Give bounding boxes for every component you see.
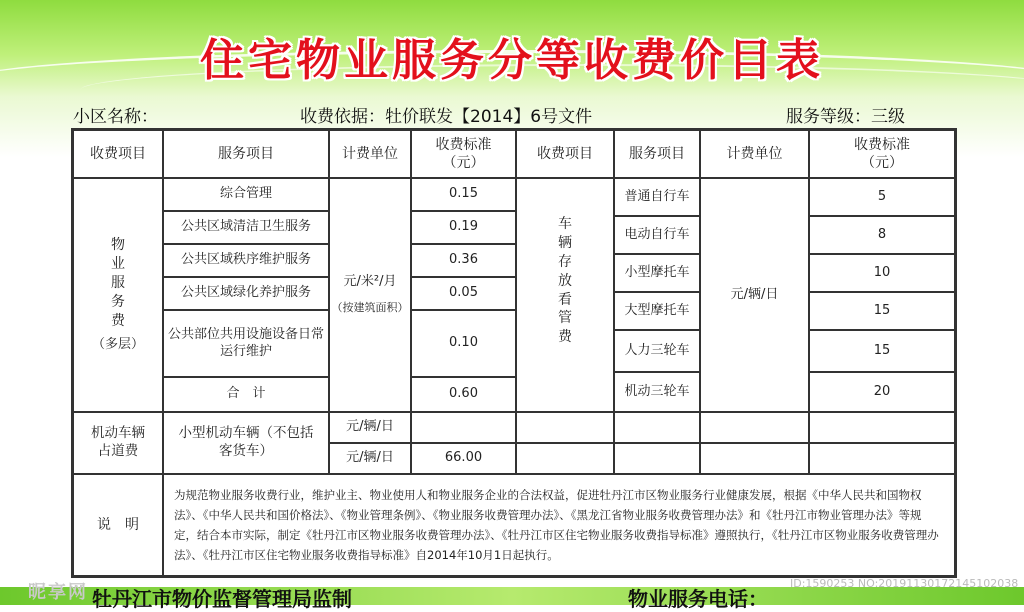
price-cell: 0.15 xyxy=(411,178,516,211)
empty-cell xyxy=(614,443,700,474)
parking-service-row: 人力三轮车 xyxy=(614,330,700,372)
total-price-cell: 0.60 xyxy=(411,377,516,412)
motor-service: 小型机动车辆（不包括客货车） xyxy=(163,412,329,474)
service-row: 公共区域清洁卫生服务 xyxy=(163,211,329,244)
parking-fee-label-text: 车辆存放看管费 xyxy=(558,216,572,346)
header-unit-2: 计费单位 xyxy=(700,130,809,178)
parking-price-cell: 15 xyxy=(809,292,955,330)
parking-fee-label xyxy=(516,178,614,412)
service-row: 公共部位共用设施设备日常运行维护 xyxy=(163,310,329,377)
parking-service-row: 电动自行车 xyxy=(614,216,700,254)
parking-price-cell: 8 xyxy=(809,216,955,254)
motor-unit-1: 元/辆/日 xyxy=(329,412,411,443)
parking-price-cell: 15 xyxy=(809,330,955,372)
motor-unit-2: 元/辆/日 xyxy=(329,443,411,474)
parking-price-cell: 5 xyxy=(809,178,955,216)
price-cell: 0.19 xyxy=(411,211,516,244)
parking-service-row: 机动三轮车 xyxy=(614,372,700,412)
service-row: 公共区域秩序维护服务 xyxy=(163,244,329,277)
motor-price-2: 66.00 xyxy=(411,443,516,474)
fee-table xyxy=(71,128,957,578)
header-service-item-2: 服务项目 xyxy=(614,130,700,178)
property-fee-label xyxy=(73,178,163,412)
header-standard: 收费标准（元） xyxy=(411,130,516,178)
price-cell: 0.36 xyxy=(411,244,516,277)
community-name-label: 小区名称： xyxy=(73,107,158,127)
property-unit-note: （按建筑面积） xyxy=(331,301,409,315)
footer-phone-label: 物业服务电话： xyxy=(628,587,768,611)
property-fee-label-text: 物业服务费 xyxy=(111,237,125,329)
motor-fee-label: 机动车辆占道费 xyxy=(73,412,163,474)
price-cell: 0.10 xyxy=(411,310,516,377)
property-fee-sub: （多层） xyxy=(92,336,145,352)
price-cell: 0.05 xyxy=(411,277,516,310)
empty-cell xyxy=(516,412,614,443)
parking-unit: 元/辆/日 xyxy=(700,178,809,412)
header-unit: 计费单位 xyxy=(329,130,411,178)
property-unit-text: 元/米²/月 xyxy=(343,274,397,290)
parking-price-cell: 10 xyxy=(809,254,955,292)
empty-cell xyxy=(700,412,809,443)
parking-service-row: 小型摩托车 xyxy=(614,254,700,292)
empty-cell xyxy=(809,443,955,474)
empty-cell xyxy=(516,443,614,474)
page-title: 住宅物业服务分等收费价目表 xyxy=(200,35,824,86)
property-unit xyxy=(329,178,411,412)
empty-cell xyxy=(700,443,809,474)
header-fee-item: 收费项目 xyxy=(73,130,163,178)
header-fee-item-2: 收费项目 xyxy=(516,130,614,178)
motor-price-1 xyxy=(411,412,516,443)
total-row: 合 计 xyxy=(163,377,329,412)
watermark-id: ID:1590253 NO:20191130172145102038 xyxy=(790,577,1019,590)
fee-basis: 收费依据：牡价联发【2014】6号文件 xyxy=(300,107,593,127)
header-standard-2: 收费标准（元） xyxy=(809,130,955,178)
parking-service-row: 大型摩托车 xyxy=(614,292,700,330)
service-grade: 服务等级：三级 xyxy=(786,107,905,127)
note-text: 为规范物业服务收费行业，维护业主、物业使用人和物业服务企业的合法权益，促进牡丹江市区物业服务行业健康发展，根据《中华人民共和国物权法》、《中华人民共和国价格法》、《物业管理条例》、《物业服务收费管理办法》、《黑龙江省物业服务收费管理办法》和《牡丹江市物业管理办法》等规定，结合本市实际，制定《牡丹江市区物业服务收费管理办法》、《牡丹江市区住宅物业服务收费指导标准》遵照执行，《牡丹江市区物业服务收费管理办法》、《牡丹江市区住宅物业服务收费指导标准》自2014年10月1日起执行。 xyxy=(163,474,955,576)
parking-service-row: 普通自行车 xyxy=(614,178,700,216)
note-label: 说 明 xyxy=(73,474,163,576)
service-row: 综合管理 xyxy=(163,178,329,211)
header-service-item: 服务项目 xyxy=(163,130,329,178)
service-row: 公共区域绿化养护服务 xyxy=(163,277,329,310)
footer-supervisor: 牡丹江市物价监督管理局监制 xyxy=(92,587,352,611)
parking-price-cell: 20 xyxy=(809,372,955,412)
empty-cell xyxy=(614,412,700,443)
watermark-logo: 昵享网 xyxy=(28,582,88,603)
empty-cell xyxy=(809,412,955,443)
